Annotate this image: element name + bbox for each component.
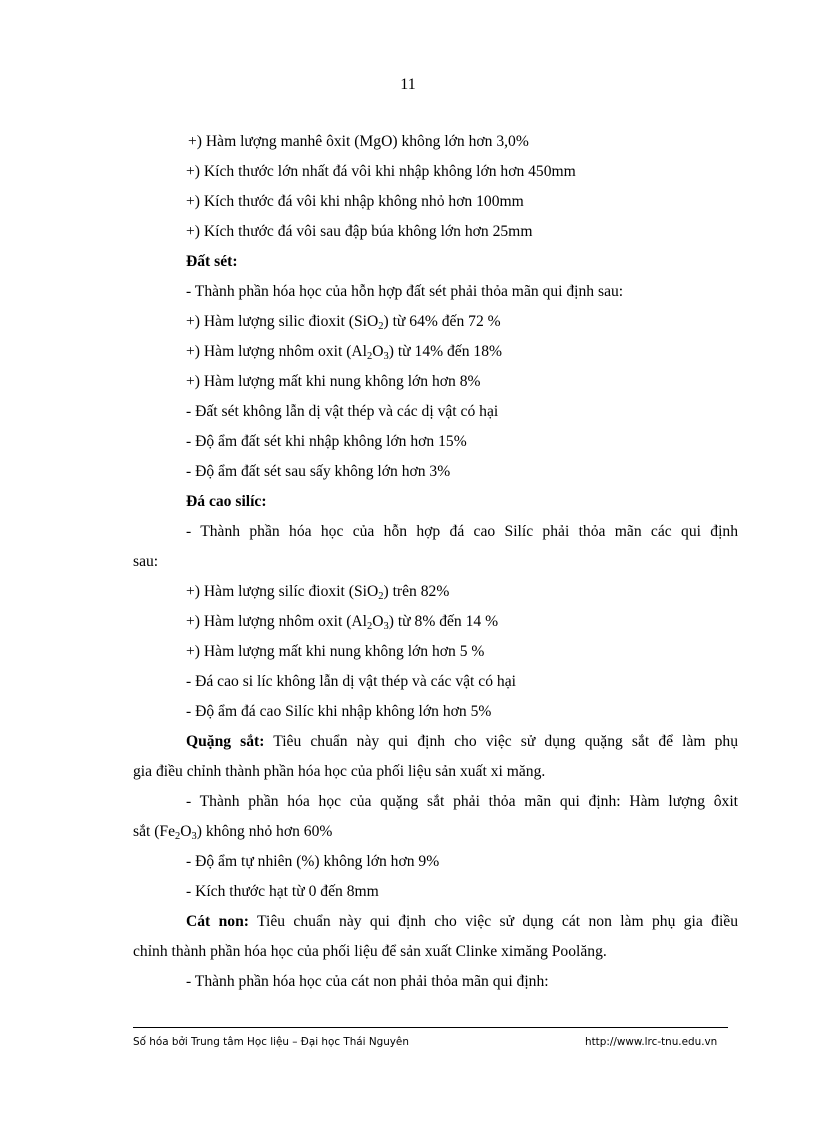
section-heading: Quặng sắt: — [186, 733, 265, 750]
text-line: - Thành phần hóa học của quặng sắt phải thỏa mãn qui định: Hàm lượng ôxit — [186, 793, 738, 810]
section-heading: Cát non: — [186, 913, 249, 930]
text-line: - Độ ẩm đá cao Silíc khi nhập không lớn hơn 5% — [186, 703, 492, 720]
text-line: +) Kích thước lớn nhất đá vôi khi nhập không lớn hơn 450mm — [186, 163, 576, 180]
footer-source: Số hóa bởi Trung tâm Học liệu – Đại học Thái Nguyên — [133, 1036, 409, 1048]
text-line: sau: — [133, 553, 159, 570]
footer-link[interactable]: http://www.lrc-tnu.edu.vn — [585, 1036, 718, 1048]
text-line: Cát non: Tiêu chuẩn này qui định cho việc sử dụng cát non làm phụ gia điều — [186, 913, 738, 930]
text-line: +) Hàm lượng nhôm oxit $(Al_2O_3)$ từ 8% đến 14 % — [186, 613, 499, 632]
page-number: 11 — [400, 76, 416, 93]
section-heading: Đá cao silíc: — [186, 493, 267, 510]
text-line: +) Hàm lượng silic đioxit (SiO$_2$) từ 64% đến 72 % — [186, 313, 501, 332]
footer-divider — [133, 1027, 728, 1028]
text-line: chỉnh thành phần hóa học của phối liệu để sản xuất Clinke ximăng Poolăng. — [133, 943, 607, 960]
section-heading: Đất sét: — [186, 253, 238, 270]
text-line: - Đá cao si líc không lẫn dị vật thép và các vật có hại — [186, 673, 516, 690]
text-line: - Độ ẩm tự nhiên (%) không lớn hơn 9% — [186, 853, 440, 870]
text-line: +) Hàm lượng manhê ôxit (MgO) không lớn hơn 3,0% — [188, 133, 529, 150]
text-line: sắt $(Fe_2O_3)$ không nhỏ hơn 60% — [133, 823, 333, 842]
text-line: - Độ ẩm đất sét sau sấy không lớn hơn 3% — [186, 463, 451, 480]
text-line: Quặng sắt: Tiêu chuẩn này qui định cho việc sử dụng quặng sắt để làm phụ — [186, 733, 739, 750]
text-line: +) Hàm lượng nhôm oxit $(Al_2O_3)$ từ 14% đến 18% — [186, 343, 503, 362]
text-line: +) Kích thước đá vôi khi nhập không nhỏ hơn 100mm — [186, 193, 524, 210]
text-line: gia điều chỉnh thành phần hóa học của phối liệu sản xuất xi măng. — [133, 763, 546, 780]
text-line: +) Kích thước đá vôi sau đập búa không lớn hơn 25mm — [186, 223, 533, 240]
text-line: - Thành phần hóa học của hỗn hợp đá cao Silíc phải thỏa mãn các qui định — [186, 523, 738, 540]
text-line: +) Hàm lượng mất khi nung không lớn hơn 8% — [186, 373, 481, 390]
text-line: - Độ ẩm đất sét khi nhập không lớn hơn 15% — [186, 433, 467, 450]
text-line: +) Hàm lượng silíc đioxit (SiO$_2$) trên 82% — [186, 583, 450, 602]
text-line: +) Hàm lượng mất khi nung không lớn hơn 5 % — [186, 643, 485, 660]
text-line: - Thành phần hóa học của cát non phải thỏa mãn qui định: — [186, 973, 549, 990]
text-line: - Thành phần hóa học của hỗn hợp đất sét phải thỏa mãn qui định sau: — [186, 283, 624, 300]
text-line: - Kích thước hạt từ 0 đến 8mm — [186, 883, 379, 900]
text-line: - Đất sét không lẫn dị vật thép và các dị vật có hại — [186, 403, 499, 420]
